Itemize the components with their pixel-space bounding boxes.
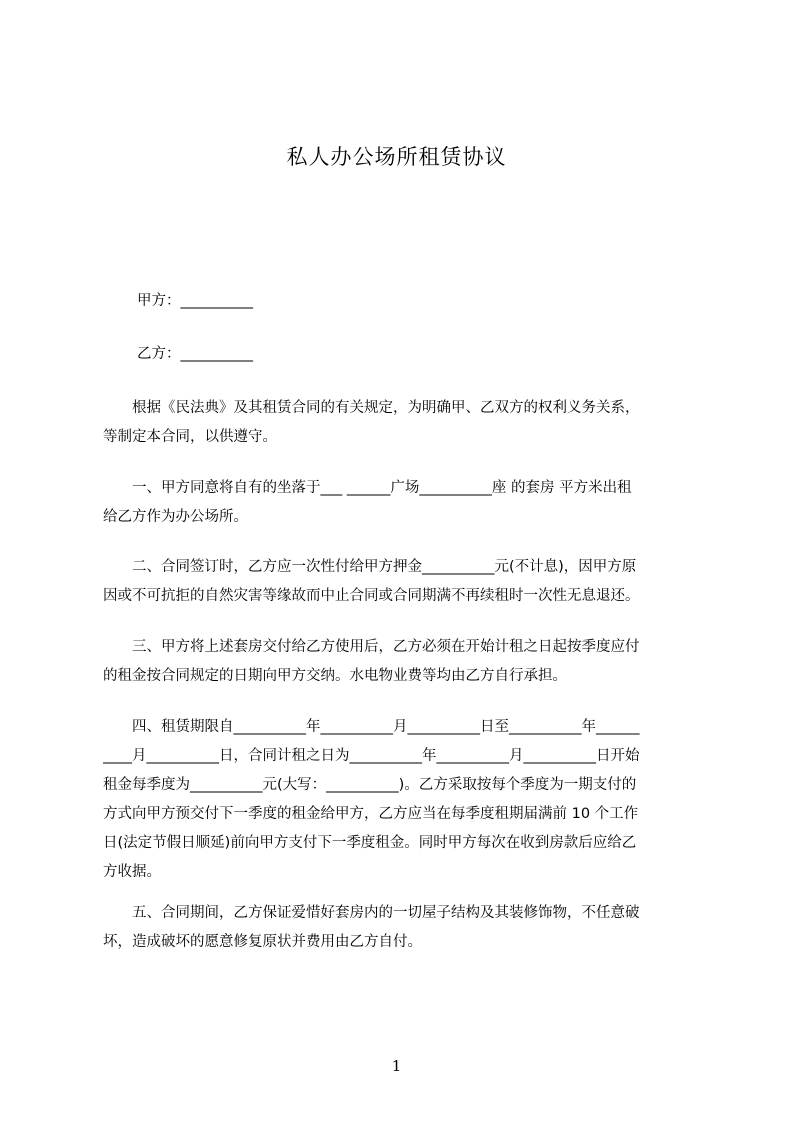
- paragraph-line: 等制定本合同，以供遵守。: [103, 429, 277, 445]
- paragraph-line: 根据《民法典》及其租赁合同的有关规定，为明确甲、乙双方的权利义务关系，: [103, 400, 640, 416]
- document-title: 私人办公场所租赁协议: [286, 145, 507, 169]
- paragraph-line: 给乙方作为办公场所。: [103, 509, 248, 525]
- party-a-line: 甲方：__________: [137, 293, 253, 309]
- paragraph-line: 一、甲方同意将自有的坐落于___ ______广场__________座 的套房 平方米出租: [103, 480, 632, 496]
- clause-4-paragraph: [103, 713, 703, 887]
- page-number: 1: [391, 1057, 402, 1075]
- paragraph-line: 方收据。: [103, 864, 161, 880]
- clause-5-paragraph: [103, 899, 703, 957]
- party-b-line: 乙方：__________: [137, 346, 253, 362]
- paragraph-line: 的租金按合同规定的日期向甲方交纳。水电物业费等均由乙方自行承担。: [103, 668, 567, 684]
- clause-2-paragraph: [103, 553, 703, 611]
- paragraph-line: 方式向甲方预交付下一季度的租金给甲方，乙方应当在每季度租期届满前 10 个工作: [103, 806, 639, 822]
- paragraph-line: 坏，造成破坏的愿意修复原状并费用由乙方自付。: [103, 934, 422, 950]
- paragraph-line: ____月__________日，合同计租之日为__________年__________月__________日开始: [103, 748, 640, 764]
- clause-3-paragraph: [103, 633, 703, 691]
- clause-1-paragraph: [103, 474, 703, 532]
- paragraph-line: 五、合同期间，乙方保证爱惜好套房内的一切屋子结构及其装修饰物，不任意破: [103, 905, 640, 921]
- paragraph-line: 二、合同签订时，乙方应一次性付给甲方押金__________元(不计息)，因甲方原: [103, 559, 637, 575]
- paragraph-line: 三、甲方将上述套房交付给乙方使用后，乙方必须在开始计租之日起按季度应付: [103, 639, 640, 655]
- paragraph-line: 四、租赁期限自__________年__________月__________日至__________年______: [103, 719, 640, 735]
- paragraph-line: 日(法定节假日顺延)前向甲方支付下一季度租金。同时甲方每次在收到房款后应给乙: [103, 835, 637, 851]
- paragraph-line: 因或不可抗拒的自然灾害等缘故而中止合同或合同期满不再续租时一次性无息退还。: [103, 588, 640, 604]
- intro-paragraph: [103, 394, 703, 452]
- paragraph-line: 租金每季度为__________元(大写：__________)。乙方采取按每个季度为一期支付的: [103, 777, 637, 793]
